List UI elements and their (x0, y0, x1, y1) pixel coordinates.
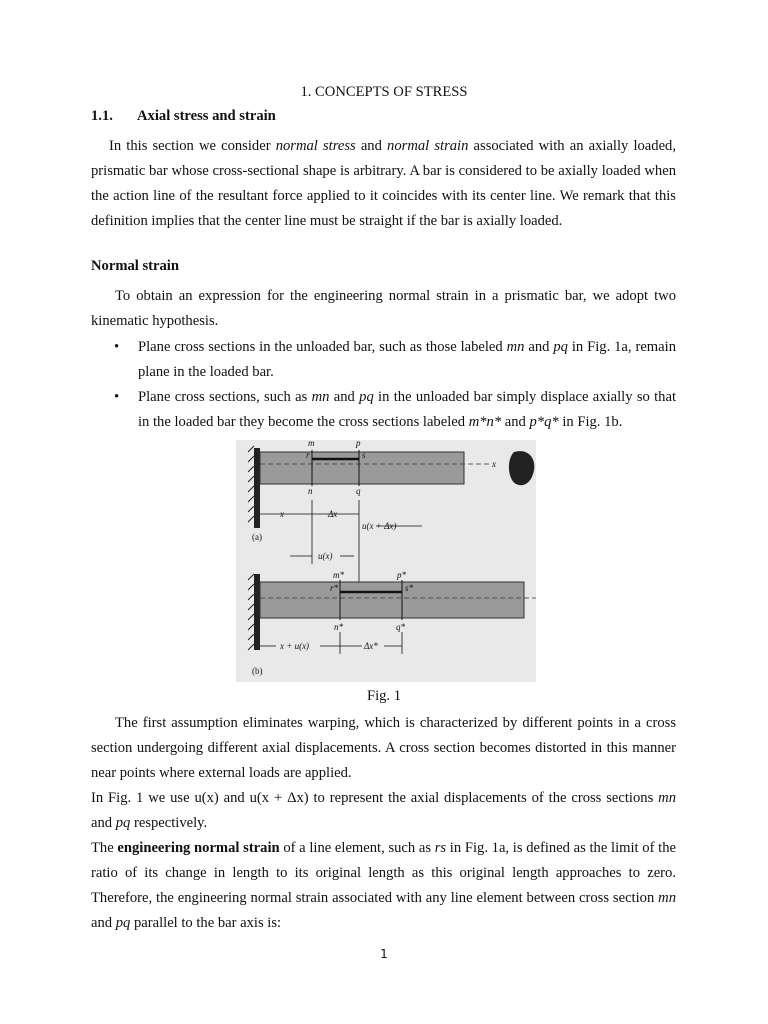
label-s: s (362, 450, 366, 460)
eng-term-pq: pq (115, 915, 131, 931)
label-dim-dx: Δx (328, 509, 338, 519)
bullet2-term-3: m*n* (468, 414, 502, 430)
label-n-star: n* (334, 622, 343, 632)
intro-text-1: In this section we consider (109, 138, 276, 154)
bullet2-text-5: in Fig. 1b. (558, 414, 623, 430)
intro-text-2: and (355, 138, 388, 154)
figure-caption: Fig. 1 (366, 688, 402, 704)
label-a: (a) (252, 532, 262, 542)
page-number: 1 (380, 947, 388, 961)
displacement-text-2: and (91, 815, 116, 831)
eng-text-4: and (91, 915, 116, 931)
bullet1-term-2: pq (553, 339, 568, 355)
label-dx-star: Δx* (364, 641, 378, 651)
label-s-star: s* (405, 583, 414, 593)
label-p-star: p* (397, 570, 406, 580)
bullet2-text-1: Plane cross sections, such as (138, 389, 312, 405)
label-m-star: m* (333, 570, 344, 580)
normal-strain-paragraph: To obtain an expression for the engineering normal strain in a prismatic bar, we adopt two kinematic hypothesis. (91, 288, 676, 329)
warping-paragraph: The first assumption eliminates warping, which is characterized by different points in a cross section undergoing different axial displacements. A cross section becomes distorted in this manner near points where external loads are applied. (91, 715, 676, 781)
eng-text-2: of a line element, such as (279, 840, 435, 856)
hypothesis-list (112, 335, 676, 435)
bullet1-text-2: and (524, 339, 554, 355)
bullet2-term-1: mn (311, 389, 330, 405)
eng-text-1: The (91, 840, 118, 856)
eng-text-5: parallel to the bar axis is: (130, 915, 282, 931)
list-item (112, 385, 676, 435)
label-b: (b) (252, 666, 263, 676)
eng-term-bold: engineering normal strain (117, 840, 280, 856)
bullet1-text-1: Plane cross sections in the unloaded bar, such as those labeled (138, 339, 507, 355)
label-x-plus-u: x + u(x) (280, 641, 310, 651)
engineering-strain-paragraph (91, 836, 676, 936)
fixed-wall-a (254, 448, 260, 528)
list-item (112, 335, 676, 385)
label-q: q (356, 486, 361, 496)
intro-term-normal-strain: normal strain (387, 138, 469, 154)
chapter-title: 1. CONCEPTS OF STRESS (300, 84, 468, 100)
bullet2-term-4: p*q* (529, 414, 559, 430)
bullet1-text-3: in Fig. 1a, remain plane in the loaded bar. (138, 339, 676, 380)
section-heading (91, 108, 276, 125)
figure-1-bar-diagram (236, 440, 536, 682)
label-u-x-dx: u(x + Δx) (362, 521, 397, 531)
label-r: r (306, 450, 310, 460)
bullet1-term-1: mn (506, 339, 525, 355)
label-u-x: u(x) (318, 551, 333, 561)
displacement-text-1: In Fig. 1 we use u(x) and u(x + Δx) to represent the axial displacements of the cross sections (91, 790, 659, 806)
bullet2-text-3: in the unloaded bar simply displace axially so that in the loaded bar they become the cross sections labeled (138, 389, 677, 430)
section-number: 1.1. (91, 108, 113, 124)
bullet2-text-4: and (501, 414, 530, 430)
intro-term-normal-stress: normal stress (275, 138, 356, 154)
bullet2-text-2: and (329, 389, 360, 405)
label-p: p (356, 440, 361, 448)
fixed-wall-b (254, 574, 260, 650)
label-n: n (308, 486, 313, 496)
eng-term-rs: rs (434, 840, 447, 856)
bullet2-term-2: pq (359, 389, 374, 405)
label-r-star: r* (330, 583, 339, 593)
label-m: m (308, 440, 315, 448)
displacement-term-pq: pq (115, 815, 131, 831)
eng-text-3: in Fig. 1a, is defined as the limit of the ratio of its change in length to its original length as this original length approaches to zero. Therefore, the engineering normal strain associated with any line element between cross section (91, 840, 676, 906)
eng-term-mn: mn (658, 890, 676, 906)
bullet-icon: • (114, 389, 120, 405)
displacement-text-3: respectively. (130, 815, 208, 831)
label-dim-x: x (280, 509, 284, 519)
intro-text-3: associated with an axially loaded, prismatic bar whose cross-sectional shape is arbitrary. A bar is considered to be axially loaded when the action line of the resultant force applied to it coincides with its center line. We remark that this definition implies that the center line must be straight if the bar is axially loaded. (91, 138, 677, 229)
normal-strain-heading: Normal strain (91, 258, 179, 274)
section-title: Axial stress and strain (137, 108, 276, 124)
bar-loaded (260, 582, 524, 618)
displacement-paragraph (91, 786, 676, 836)
intro-paragraph (91, 134, 676, 234)
label-x-axis: x (492, 459, 496, 469)
bullet-icon: • (114, 339, 120, 355)
label-q-star: q* (396, 622, 405, 632)
displacement-term-mn: mn (658, 790, 676, 806)
